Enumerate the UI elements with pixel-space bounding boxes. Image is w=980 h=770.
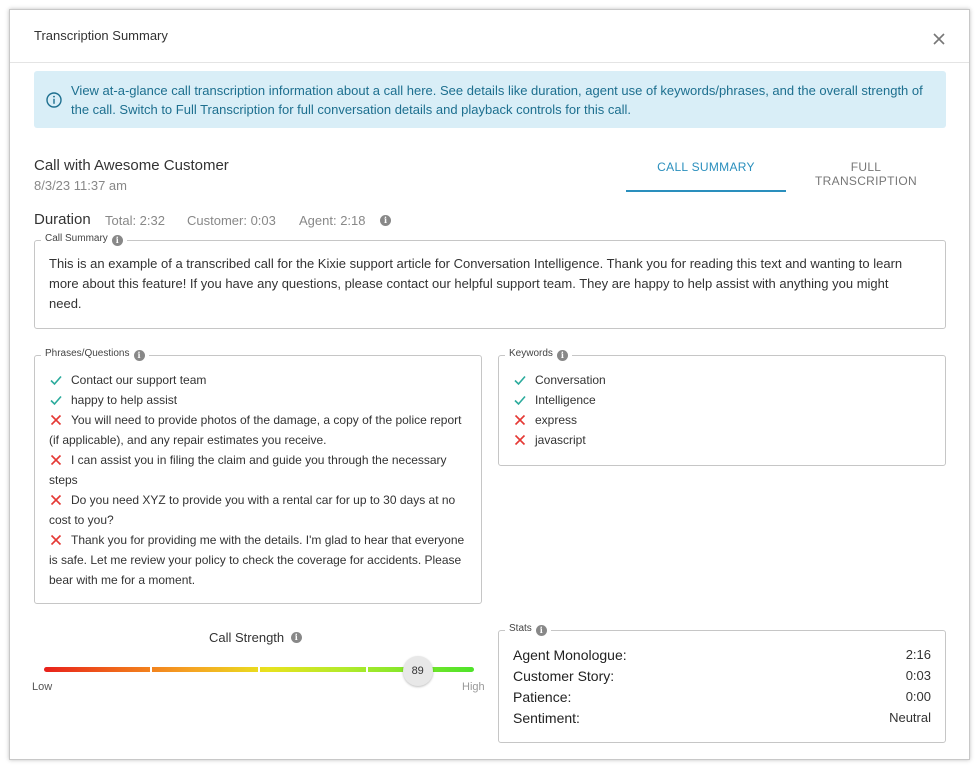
- item-text: javascript: [535, 433, 586, 447]
- check-icon: [49, 393, 63, 407]
- modal-header: [10, 10, 969, 63]
- strength-bar-divider: [258, 666, 260, 673]
- phrases-box: [34, 348, 482, 604]
- call-summary-text: This is an example of a transcribed call for the Kixie support article for Conversation Intelligence. Thank you for reading this text and wanting to learn more about this feature! If you have any questions, please contact our helpful support team. They are happy to help assist with anything you might need.: [49, 256, 903, 311]
- cross-icon: [513, 413, 527, 427]
- call-summary-legend: [41, 233, 127, 246]
- stats-info-icon[interactable]: i: [536, 625, 547, 636]
- stats-legend-text: Stats: [509, 623, 532, 634]
- keywords-list: [513, 370, 933, 450]
- phrase-item: [49, 530, 469, 590]
- stat-value: Neutral: [889, 710, 931, 725]
- item-text: happy to help assist: [71, 393, 178, 407]
- stat-sentiment: [513, 710, 931, 726]
- stat-label: Sentiment:: [513, 710, 580, 726]
- duration-label: Duration: [34, 211, 91, 228]
- keyword-item: [513, 390, 933, 410]
- keywords-legend: [505, 348, 572, 361]
- strength-bar-divider: [366, 666, 368, 673]
- call-summary-legend-text: Call Summary: [45, 233, 108, 244]
- stat-label: Patience:: [513, 689, 572, 705]
- cross-icon: [49, 493, 63, 507]
- info-banner-text: View at-a-glance call transcription information about a call here. See details like duration, agent use of keywords/phrases, and the overall strength of the call. Switch to Full Transcription for full conversation details and playback controls for this call.: [71, 83, 923, 117]
- check-icon: [513, 393, 527, 407]
- info-circle-icon: [46, 92, 62, 108]
- tab-full-transcription[interactable]: FULL TRANSCRIPTION: [815, 160, 917, 188]
- check-icon: [513, 373, 527, 387]
- call-summary-box: [34, 233, 946, 329]
- stats-box: [498, 623, 946, 743]
- item-text: express: [535, 413, 578, 427]
- item-text: You will need to provide photos of the damage, a copy of the police report (if applicable), and any repair estimates you receive.: [49, 413, 462, 447]
- call-strength-label: [209, 630, 302, 645]
- stat-agent-monologue: [513, 647, 931, 663]
- phrases-info-icon[interactable]: i: [134, 350, 145, 361]
- keywords-box: [498, 348, 946, 466]
- keyword-item: [513, 410, 933, 430]
- transcription-summary-modal: [9, 9, 970, 760]
- item-text: Conversation: [535, 373, 606, 387]
- item-text: I can assist you in filing the claim and guide you through the necessary steps: [49, 453, 447, 487]
- phrase-item: [49, 390, 469, 410]
- strength-bar-divider: [150, 666, 152, 673]
- close-icon[interactable]: [930, 30, 948, 48]
- strength-low-label: Low: [32, 681, 53, 693]
- duration-total: Total: 2:32: [105, 213, 165, 228]
- cross-icon: [49, 413, 63, 427]
- phrases-list: [49, 370, 469, 590]
- stat-label: Agent Monologue:: [513, 647, 627, 663]
- duration-agent: Agent: 2:18: [299, 213, 366, 228]
- cross-icon: [49, 453, 63, 467]
- phrases-legend: [41, 348, 149, 361]
- call-title: Call with Awesome Customer: [34, 157, 229, 174]
- call-strength-info-icon[interactable]: i: [291, 632, 302, 643]
- phrase-item: [49, 410, 469, 450]
- call-strength-score: 89: [403, 656, 433, 686]
- stat-label: Customer Story:: [513, 668, 615, 684]
- tab-call-summary[interactable]: CALL SUMMARY: [626, 160, 786, 192]
- item-text: Thank you for providing me with the details. I'm glad to hear that everyone is safe. Let me review your policy to check the coverage for accidents. Please bear with me for a moment.: [49, 533, 465, 587]
- stats-legend: [505, 623, 551, 636]
- item-text: Contact our support team: [71, 373, 207, 387]
- phrase-item: [49, 450, 469, 490]
- stat-value: 0:00: [905, 689, 931, 704]
- modal-title: Transcription Summary: [34, 28, 168, 43]
- phrases-legend-text: Phrases/Questions: [45, 348, 130, 359]
- item-text: Do you need XYZ to provide you with a rental car for up to 30 days at no cost to you?: [49, 493, 456, 527]
- call-strength-label-text: Call Strength: [209, 630, 285, 645]
- call-date: 8/3/23 11:37 am: [34, 178, 127, 193]
- check-icon: [49, 373, 63, 387]
- item-text: Intelligence: [535, 393, 596, 407]
- stat-value: 0:03: [905, 668, 931, 683]
- stat-patience: [513, 689, 931, 705]
- stat-value: 2:16: [905, 647, 931, 662]
- phrase-item: [49, 490, 469, 530]
- keyword-item: [513, 430, 933, 450]
- stat-customer-story: [513, 668, 931, 684]
- cross-icon: [513, 433, 527, 447]
- duration-customer: Customer: 0:03: [187, 213, 276, 228]
- info-banner: [34, 71, 946, 128]
- phrase-item: [49, 370, 469, 390]
- cross-icon: [49, 533, 63, 547]
- strength-high-label: High: [462, 681, 485, 693]
- keywords-info-icon[interactable]: i: [557, 350, 568, 361]
- call-summary-info-icon[interactable]: i: [112, 235, 123, 246]
- keywords-legend-text: Keywords: [509, 348, 553, 359]
- duration-info-icon[interactable]: i: [380, 215, 391, 226]
- keyword-item: [513, 370, 933, 390]
